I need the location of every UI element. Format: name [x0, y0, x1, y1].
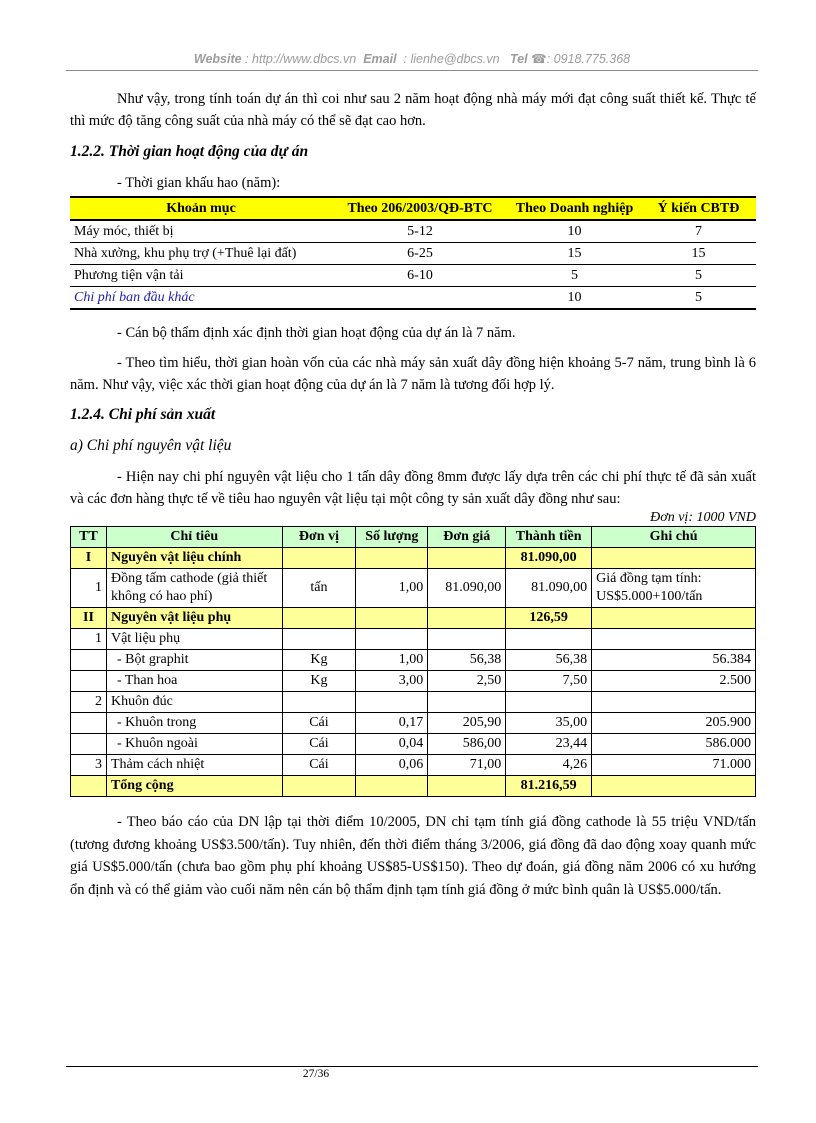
page-number: 27/36: [302, 1068, 330, 1080]
col-header-amount: Thành tiền: [506, 527, 592, 548]
phone-icon: ☎: [531, 52, 547, 66]
intro-paragraph: Như vậy, trong tính toán dự án thì coi như sau 2 năm hoạt động nhà máy mới đạt công suất thiết kế. Thực tế thì mức độ tăng công suất của nhà máy có thể sẽ đạt cao hơn.: [70, 91, 756, 129]
cell-tt: [71, 650, 107, 671]
row-item-link[interactable]: [70, 287, 332, 310]
material-cost-table: [70, 526, 756, 797]
row-enterprise: 10: [508, 287, 641, 310]
row-appraiser: 5: [641, 265, 756, 287]
table-row-total: [71, 776, 756, 797]
cell-amount: 81.090,00: [506, 569, 592, 608]
table-row-group: [71, 608, 756, 629]
cell-tt: [71, 776, 107, 797]
cell-qty: [356, 629, 428, 650]
tel-label: Tel: [510, 52, 528, 66]
row-regulation: [332, 287, 508, 310]
website-link[interactable]: : http://www.dbcs.vn: [245, 52, 357, 66]
cell-qty: [356, 548, 428, 569]
subheading-material-costs: a) Chi phí nguyên vật liệu: [70, 437, 232, 454]
other-initial-costs-link[interactable]: Chi phí ban đầu khác: [74, 290, 195, 305]
row-regulation: 5-12: [332, 220, 508, 243]
table-row-group: [71, 548, 756, 569]
row-enterprise: 5: [508, 265, 641, 287]
depreciation-table: [70, 196, 756, 310]
cell-unit: Cái: [282, 713, 356, 734]
row-appraiser: 5: [641, 287, 756, 310]
table-row: [71, 671, 756, 692]
cell-name: Nguyên vật liệu phụ: [106, 608, 282, 629]
cell-name: - Than hoa: [106, 671, 282, 692]
cell-price: [428, 692, 506, 713]
table-row: [71, 713, 756, 734]
table-row: [70, 287, 756, 310]
cell-note: 56.384: [592, 650, 756, 671]
material-table-header: [71, 527, 756, 548]
cell-unit: [282, 608, 356, 629]
cell-name: - Khuôn ngoài: [106, 734, 282, 755]
table-row: [71, 629, 756, 650]
cell-unit: [282, 692, 356, 713]
cell-qty: 0,06: [356, 755, 428, 776]
unit-note: Đơn vị: 1000 VND: [650, 510, 756, 525]
cell-name: - Bột graphit: [106, 650, 282, 671]
cell-price: [428, 608, 506, 629]
table-row: [71, 569, 756, 608]
row-enterprise: 10: [508, 220, 641, 243]
cell-note: 2.500: [592, 671, 756, 692]
cell-name: Thảm cách nhiệt: [106, 755, 282, 776]
col-header-note: Ghi chú: [592, 527, 756, 548]
col-header-appraiser: Ý kiến CBTĐ: [641, 197, 756, 220]
col-header-unit: Đơn vị: [282, 527, 356, 548]
cell-unit: Cái: [282, 734, 356, 755]
cell-name: Vật liệu phụ: [106, 629, 282, 650]
cell-tt: II: [71, 608, 107, 629]
cell-tt: 3: [71, 755, 107, 776]
row-regulation: 6-10: [332, 265, 508, 287]
table-row: [70, 265, 756, 287]
cell-amount: [506, 692, 592, 713]
cell-amount: 81.216,59: [506, 776, 592, 797]
cell-name: Khuôn đúc: [106, 692, 282, 713]
email-link[interactable]: : lienhe@dbcs.vn: [403, 52, 500, 66]
row-appraiser: 15: [641, 243, 756, 265]
cell-qty: 1,00: [356, 569, 428, 608]
cell-tt: [71, 734, 107, 755]
depreciation-caption: - Thời gian khấu hao (năm):: [117, 175, 281, 191]
cell-unit: tấn: [282, 569, 356, 608]
email-label: Email: [363, 52, 397, 66]
cell-unit: Kg: [282, 650, 356, 671]
cell-amount: 35,00: [506, 713, 592, 734]
cell-note: [592, 608, 756, 629]
table-row: [71, 734, 756, 755]
col-header-regulation: Theo 206/2003/QĐ-BTC: [332, 197, 508, 220]
cell-price: [428, 548, 506, 569]
cell-note: [592, 548, 756, 569]
cell-amount: 7,50: [506, 671, 592, 692]
note-operating-time: - Cán bộ thẩm định xác định thời gian hoạt động của dự án là 7 năm.: [117, 325, 516, 341]
cell-note: [592, 776, 756, 797]
cell-amount: 4,26: [506, 755, 592, 776]
cell-qty: [356, 692, 428, 713]
cell-price: 205,90: [428, 713, 506, 734]
table-row: [71, 755, 756, 776]
header-divider: [66, 70, 758, 71]
section-heading-1-2-2: 1.2.2. Thời gian hoạt động của dự án: [70, 143, 309, 160]
footer-divider: [66, 1066, 758, 1067]
cell-amount: 81.090,00: [506, 548, 592, 569]
cell-tt: 1: [71, 629, 107, 650]
cell-note: [592, 629, 756, 650]
cell-price: 71,00: [428, 755, 506, 776]
col-header-name: Chỉ tiêu: [106, 527, 282, 548]
cell-note: Giá đồng tạm tính: US$5.000+100/tấn: [592, 569, 756, 608]
cell-qty: 1,00: [356, 650, 428, 671]
cell-tt: 2: [71, 692, 107, 713]
col-header-qty: Số lượng: [356, 527, 428, 548]
row-item: Phương tiện vận tải: [70, 265, 332, 287]
cell-unit: [282, 548, 356, 569]
cell-note: [592, 692, 756, 713]
col-header-item: Khoản mục: [70, 197, 332, 220]
table-row: [71, 650, 756, 671]
cell-unit: Kg: [282, 671, 356, 692]
cell-price: 2,50: [428, 671, 506, 692]
row-enterprise: 15: [508, 243, 641, 265]
row-appraiser: 7: [641, 220, 756, 243]
cell-qty: [356, 776, 428, 797]
col-header-price: Đơn giá: [428, 527, 506, 548]
cell-unit: [282, 629, 356, 650]
cell-tt: [71, 713, 107, 734]
cell-unit: Cái: [282, 755, 356, 776]
cell-tt: I: [71, 548, 107, 569]
row-item: Máy móc, thiết bị: [70, 220, 332, 243]
website-label: Website: [193, 52, 242, 66]
table-row: [71, 692, 756, 713]
row-regulation: 6-25: [332, 243, 508, 265]
cell-amount: 56,38: [506, 650, 592, 671]
cell-note: 586.000: [592, 734, 756, 755]
row-item: Nhà xưởng, khu phụ trợ (+Thuê lại đất): [70, 243, 332, 265]
table-row: [70, 220, 756, 243]
cell-amount: 23,44: [506, 734, 592, 755]
cell-price: [428, 776, 506, 797]
copper-price-paragraph: - Theo báo cáo của DN lập tại thời điểm 10/2005, DN chỉ tạm tính giá đồng cathode là 55 triệu VND/tấn (tương đương khoảng US$3.500/tấn). Tuy nhiên, đến thời điểm tháng 3/2006, giá đồng đã dao động xoay quanh mức giá US$5.000/tấn (chưa bao gồm phụ phí khoảng US$85-US$150). Theo dự đoán, giá đồng năm 2006 có xu hướng ổn định và có thể giảm vào cuối năm nên cán bộ thẩm định tạm tính giá đồng ở mức bình quân là US$5.000/tấn.: [70, 814, 756, 898]
cell-price: [428, 629, 506, 650]
document-body: [70, 88, 756, 901]
table-row: [70, 243, 756, 265]
depreciation-table-header: [70, 197, 756, 220]
cell-name: Nguyên vật liệu chính: [106, 548, 282, 569]
cell-note: 71.000: [592, 755, 756, 776]
cell-name: Tổng cộng: [106, 776, 282, 797]
cell-name: - Khuôn trong: [106, 713, 282, 734]
tel-value: : 0918.775.368: [546, 52, 631, 66]
cell-unit: [282, 776, 356, 797]
note-payback: - Theo tìm hiểu, thời gian hoàn vốn của các nhà máy sản xuất dây đồng hiện khoảng 5-7 năm, trung bình là 6 năm. Như vậy, việc xác thời gian hoạt động của dự án là 7 năm là tương đối hợp lý.: [70, 355, 756, 393]
cell-price: 56,38: [428, 650, 506, 671]
cell-amount: [506, 629, 592, 650]
cell-note: 205.900: [592, 713, 756, 734]
cell-qty: [356, 608, 428, 629]
cell-qty: 0,17: [356, 713, 428, 734]
page-header: [66, 51, 758, 66]
cell-qty: 3,00: [356, 671, 428, 692]
cell-price: 81.090,00: [428, 569, 506, 608]
cell-qty: 0,04: [356, 734, 428, 755]
col-header-enterprise: Theo Doanh nghiệp: [508, 197, 641, 220]
col-header-tt: TT: [71, 527, 107, 548]
cell-amount: 126,59: [506, 608, 592, 629]
cell-price: 586,00: [428, 734, 506, 755]
material-cost-paragraph: - Hiện nay chi phí nguyên vật liệu cho 1 tấn dây đồng 8mm được lấy dựa trên các chi phí thực tế đã sản xuất và các đơn hàng thực tế về tiêu hao nguyên vật liệu tại một công ty sản xuất dây đồng như sau:: [70, 469, 756, 507]
section-heading-1-2-4: 1.2.4. Chi phí sản xuất: [70, 406, 216, 423]
cell-tt: [71, 671, 107, 692]
cell-tt: 1: [71, 569, 107, 608]
cell-name: Đồng tấm cathode (giả thiết không có hao phí): [106, 569, 282, 608]
